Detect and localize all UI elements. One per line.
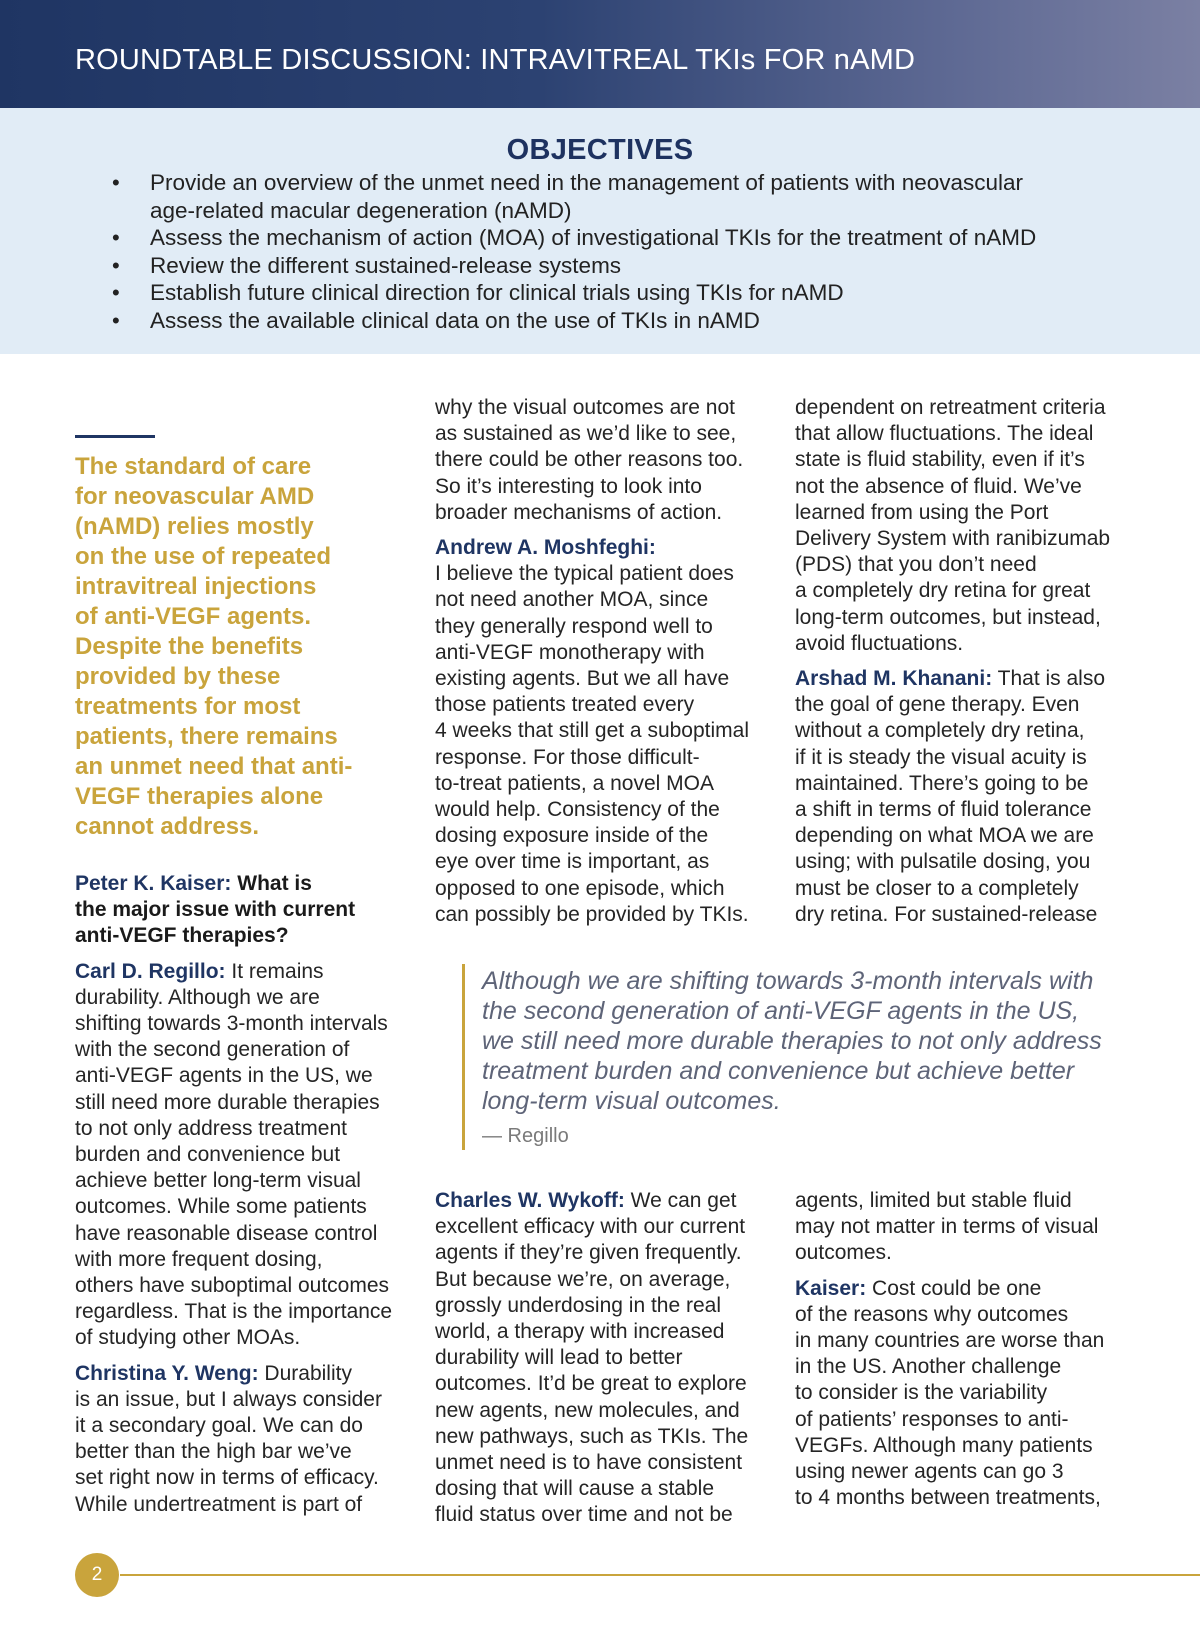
- bullet-icon: •: [112, 170, 120, 195]
- column-3-bottom: [795, 1188, 1155, 1520]
- pull-quote: The standard of care for neovascular AMD (nAMD) relies mostly on the use of repeated intravitreal injections of anti-VEGF agents. Despite the benefits provided by these treatments for most patients, there remains an unmet need that anti- VEGF therapies alone cannot address.: [75, 453, 353, 840]
- bullet-icon: •: [112, 225, 120, 250]
- regillo-answer: Carl D. Regillo: It remains durability. Although we are shifting towards 3-month intervals with the second generation of anti-VEGF agents in the US, we still need more durable therapies to not only address treatment burden and convenience but achieve better long-term visual outcomes. While some patients have reasonable disease control with more frequent dosing, others have suboptimal outcomes regardless. That is the importance of studying other MOAs.: [75, 959, 393, 1350]
- wykoff-answer: Charles W. Wykoff: We can get excellent efficacy with our current agents if they’re given frequently. But because we’re, on average, grossly underdosing in the real world, a therapy with increased durability will lead to better outcomes. It’d be great to explore new agents, new molecules, and new pathways, such as TKIs. The unmet need is to have consistent dosing that will cause a stable fluid status over time and not be: [435, 1189, 749, 1527]
- speaker-wykoff: Charles W. Wykoff:: [435, 1189, 625, 1212]
- column-3-top: [795, 395, 1155, 937]
- page-number: 2: [75, 1553, 119, 1597]
- objective-item: • Review the different sustained-release systems: [112, 252, 622, 278]
- speaker-moshfeghi: Andrew A. Moshfeghi:: [435, 536, 656, 560]
- regillo-quote: Although we are shifting towards 3-month intervals with the second generation of anti-VEGF agents in the US, we still need more durable therapies to not only address treatment burden and convenience but achieve better long-term visual outcomes.: [482, 967, 1102, 1115]
- weng-continued: why the visual outcomes are not as sustained as we’d like to see, there could be other reasons too. So it’s interesting to look into broader mechanisms of action.: [435, 396, 744, 524]
- speaker-weng: Christina Y. Weng:: [75, 1361, 259, 1385]
- khanani-continued: agents, limited but stable fluid may not matter in terms of visual outcomes.: [795, 1189, 1099, 1265]
- quote-attribution: — Regillo: [482, 1125, 569, 1147]
- bullet-icon: •: [112, 280, 120, 305]
- speaker-regillo: Carl D. Regillo:: [75, 959, 226, 983]
- column-2-bottom: [435, 1188, 770, 1538]
- kaiser-question: Peter K. Kaiser: What is the major issue with current anti-VEGF therapies?: [75, 872, 356, 948]
- bullet-icon: •: [112, 252, 120, 278]
- page-title: ROUNDTABLE DISCUSSION: INTRAVITREAL TKIs FOR nAMD: [75, 44, 916, 76]
- speaker-khanani: Arshad M. Khanani:: [795, 667, 993, 691]
- weng-answer: Christina Y. Weng: Durability is an issue, but I always consider it a secondary goal. We can do better than the high bar we’ve set right now in terms of efficacy. While undertreatment is part of: [75, 1361, 382, 1516]
- objective-item: • Provide an overview of the unmet need in the management of patients with neovascular age-related macular degeneration (nAMD): [112, 170, 1024, 223]
- speaker-kaiser-2: Kaiser:: [795, 1276, 867, 1300]
- moshfeghi-answer: Andrew A. Moshfeghi: I believe the typical patient does not need another MOA, since they generally respond well to anti-VEGF monotherapy with existing agents. But we all have those patients treated every 4 weeks that still get a suboptimal response. For those difficult- to-treat patients, a novel MOA would help. Consistency of the dosing exposure inside of the eye over time is important, as opposed to one episode, which can possibly be provided by TKIs.: [435, 535, 770, 928]
- bullet-icon: •: [112, 307, 120, 333]
- column-1: [75, 871, 415, 1527]
- kaiser-answer: Kaiser: Cost could be one of the reasons why outcomes in many countries are worse than in the US. Another challenge to consider is the variability of patients’ responses to anti- VEGFs. Although many patients using newer agents can go 3 to 4 months between treatments,: [795, 1276, 1105, 1510]
- objective-item: • Assess the available clinical data on the use of TKIs in nAMD: [112, 307, 760, 333]
- speaker-kaiser: Peter K. Kaiser:: [75, 872, 232, 895]
- footer-rule: [120, 1574, 1200, 1576]
- objectives-list: [110, 169, 1110, 334]
- objective-item: • Assess the mechanism of action (MOA) of investigational TKIs for the treatment of nAMD: [112, 225, 1037, 250]
- column-2-top: [435, 395, 770, 937]
- pull-quote-rule: [75, 435, 155, 438]
- objective-item: • Establish future clinical direction for clinical trials using TKIs for nAMD: [112, 280, 844, 305]
- wykoff-continued: dependent on retreatment criteria that allow fluctuations. The ideal state is fluid stability, even if it’s not the absence of fluid. We’ve learned from using the Port Delivery System with ranibizumab (PDS) that you don’t need a completely dry retina for great long-term outcomes, but instead, avoid fluctuations.: [795, 396, 1111, 655]
- objectives-title: OBJECTIVES: [506, 134, 694, 166]
- khanani-answer: Arshad M. Khanani: That is also the goal of gene therapy. Even without a completely dry retina, if it is steady the visual acuity is maintained. There’s going to be a shift in terms of fluid tolerance depending on what MOA we are using; with pulsatile dosing, you must be closer to a completely dry retina. For sustained-release: [795, 667, 1106, 926]
- quote-bar: [462, 964, 465, 1150]
